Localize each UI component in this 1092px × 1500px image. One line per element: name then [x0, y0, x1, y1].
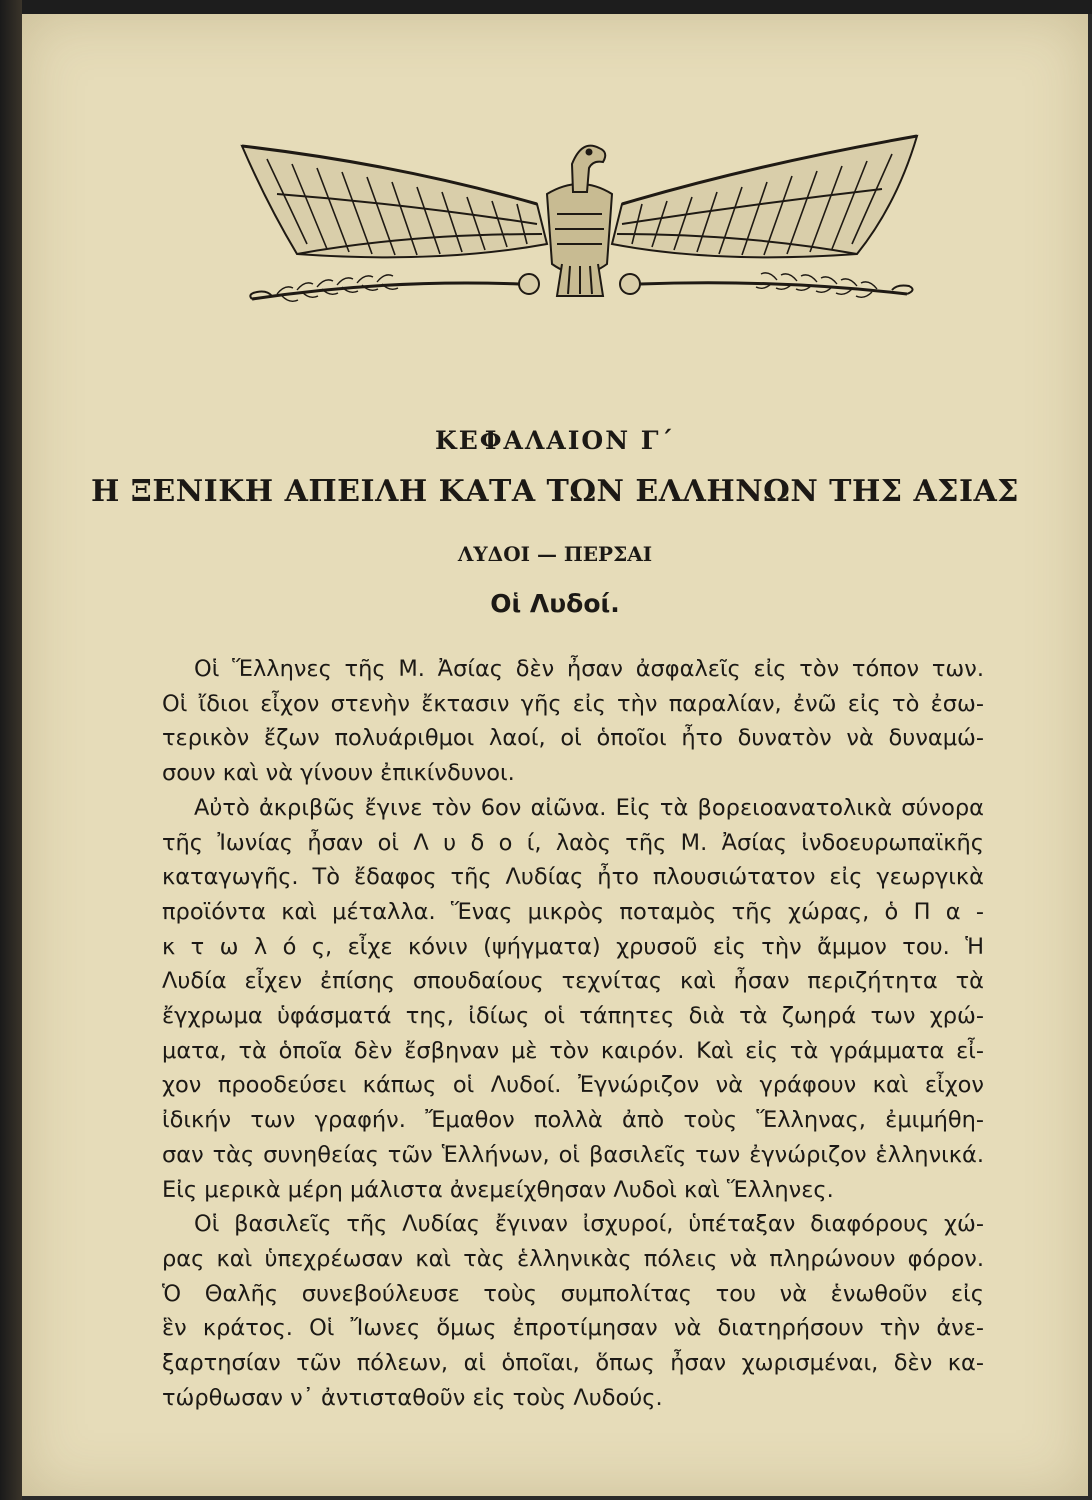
paragraph: [162, 1207, 984, 1415]
text-line: ἔγχρωμα ὑφάσματά της, ἰδίως οἱ τάπητες διὰ τὰ ζωηρά των χρώ-: [162, 1003, 984, 1030]
text-line: Ὁ Θαλῆς συνεβούλευσε τοὺς συμπολίτας του νὰ ἑνωθοῦν εἰς: [162, 1280, 984, 1307]
text-line: τερικὸν ἔζων πολυάριθμοι λαοί, οἱ ὁποῖοι ἦτο δυνατὸν νὰ δυναμώ-: [162, 725, 984, 752]
paragraph: [162, 791, 984, 1207]
paragraph: [162, 652, 984, 791]
scan-top-edge: [0, 0, 1092, 14]
book-page: [22, 14, 1088, 1496]
text-line: καταγωγῆς. Τὸ ἔδαφος τῆς Λυδίας ἦτο πλουσιώτατον εἰς γεωργικὰ: [162, 864, 984, 891]
text-line: ματα, τὰ ὁποῖα δὲν ἔσβηναν μὲ τὸν καιρόν. Καὶ εἰς τὰ γράμματα εἶ-: [162, 1037, 984, 1064]
text-line: σουν καὶ νὰ γίνουν ἐπικίνδυνοι.: [162, 760, 515, 787]
text-line: Αὐτὸ ἀκριβῶς ἔγινε τὸν 6ον αἰῶνα. Εἰς τὰ βορειοανατολικὰ σύνορα: [194, 794, 984, 821]
scan-left-edge: [0, 0, 22, 1500]
text-line: Λυδία εἶχεν ἐπίσης σπουδαίους τεχνίτας καὶ ἦσαν περιζήτητα τὰ: [162, 968, 984, 995]
body-text: [162, 652, 984, 1415]
text-line: τώρθωσαν ν᾿ ἀντισταθοῦν εἰς τοὺς Λυδούς.: [162, 1384, 663, 1411]
text-line: σαν τὰς συνηθείας τῶν Ἑλλήνων, οἱ βασιλεῖς των ἐγνώριζον ἑλληνικά.: [162, 1141, 984, 1168]
text-line: κ τ ω λ ό ς, εἶχε κόνιν (ψήγματα) χρυσοῦ εἰς τὴν ἄμμον του. Ἡ: [162, 933, 984, 960]
chapter-subtitle: ΛΥΔΟΙ — ΠΕΡΣΑΙ: [457, 542, 653, 566]
text-line: Εἰς μερικὰ μέρη μάλιστα ἀνεμείχθησαν Λυδοὶ καὶ Ἕλληνες.: [162, 1176, 834, 1203]
section-heading: Οἱ Λυδοί.: [490, 589, 620, 618]
text-line: προϊόντα καὶ μέταλλα. Ἕνας μικρὸς ποταμὸς τῆς χώρας, ὁ Π α -: [162, 898, 984, 925]
vulture-emblem-icon: [237, 134, 922, 314]
chapter-label: ΚΕΦΑΛΑΙΟΝ Γ΄: [434, 426, 676, 455]
text-line: Οἱ Ἕλληνες τῆς Μ. Ἀσίας δὲν ἦσαν ἀσφαλεῖς εἰς τὸν τόπον των.: [194, 656, 984, 682]
text-line: χον προοδεύσει κάπως οἱ Λυδοί. Ἐγνώριζον νὰ γράφουν καὶ εἶχον: [162, 1072, 984, 1099]
text-line: ρας καὶ ὑπεχρέωσαν καὶ τὰς ἑλληνικὰς πόλεις νὰ πληρώνουν φόρον.: [162, 1245, 984, 1272]
text-line: ἓν κράτος. Οἱ Ἴωνες ὅμως ἐπροτίμησαν νὰ διατηρήσουν τὴν ἀνε-: [162, 1315, 984, 1342]
chapter-title: Η ΞΕΝΙΚΗ ΑΠΕΙΛΗ ΚΑΤΑ ΤΩΝ ΕΛΛΗΝΩΝ ΤΗΣ ΑΣΙΑΣ: [90, 474, 1020, 509]
text-line: Οἱ βασιλεῖς τῆς Λυδίας ἔγιναν ἰσχυροί, ὑπέταξαν διαφόρους χώ-: [194, 1211, 984, 1238]
text-line: ἰδικήν των γραφήν. Ἔμαθον πολλὰ ἀπὸ τοὺς Ἕλληνας, ἐμιμήθη-: [162, 1107, 984, 1134]
text-line: Οἱ ἴδιοι εἶχον στενὴν ἔκτασιν γῆς εἰς τὴν παραλίαν, ἐνῶ εἰς τὸ ἐσω-: [162, 690, 984, 717]
text-line: τῆς Ἰωνίας ἦσαν οἱ Λ υ δ ο ί, λαὸς τῆς Μ. Ἀσίας ἰνδοευρωπαϊκῆς: [162, 829, 984, 856]
text-line: ξαρτησίαν τῶν πόλεων, αἱ ὁποῖαι, ὅπως ἦσαν χωρισμέναι, δὲν κα-: [162, 1350, 984, 1377]
